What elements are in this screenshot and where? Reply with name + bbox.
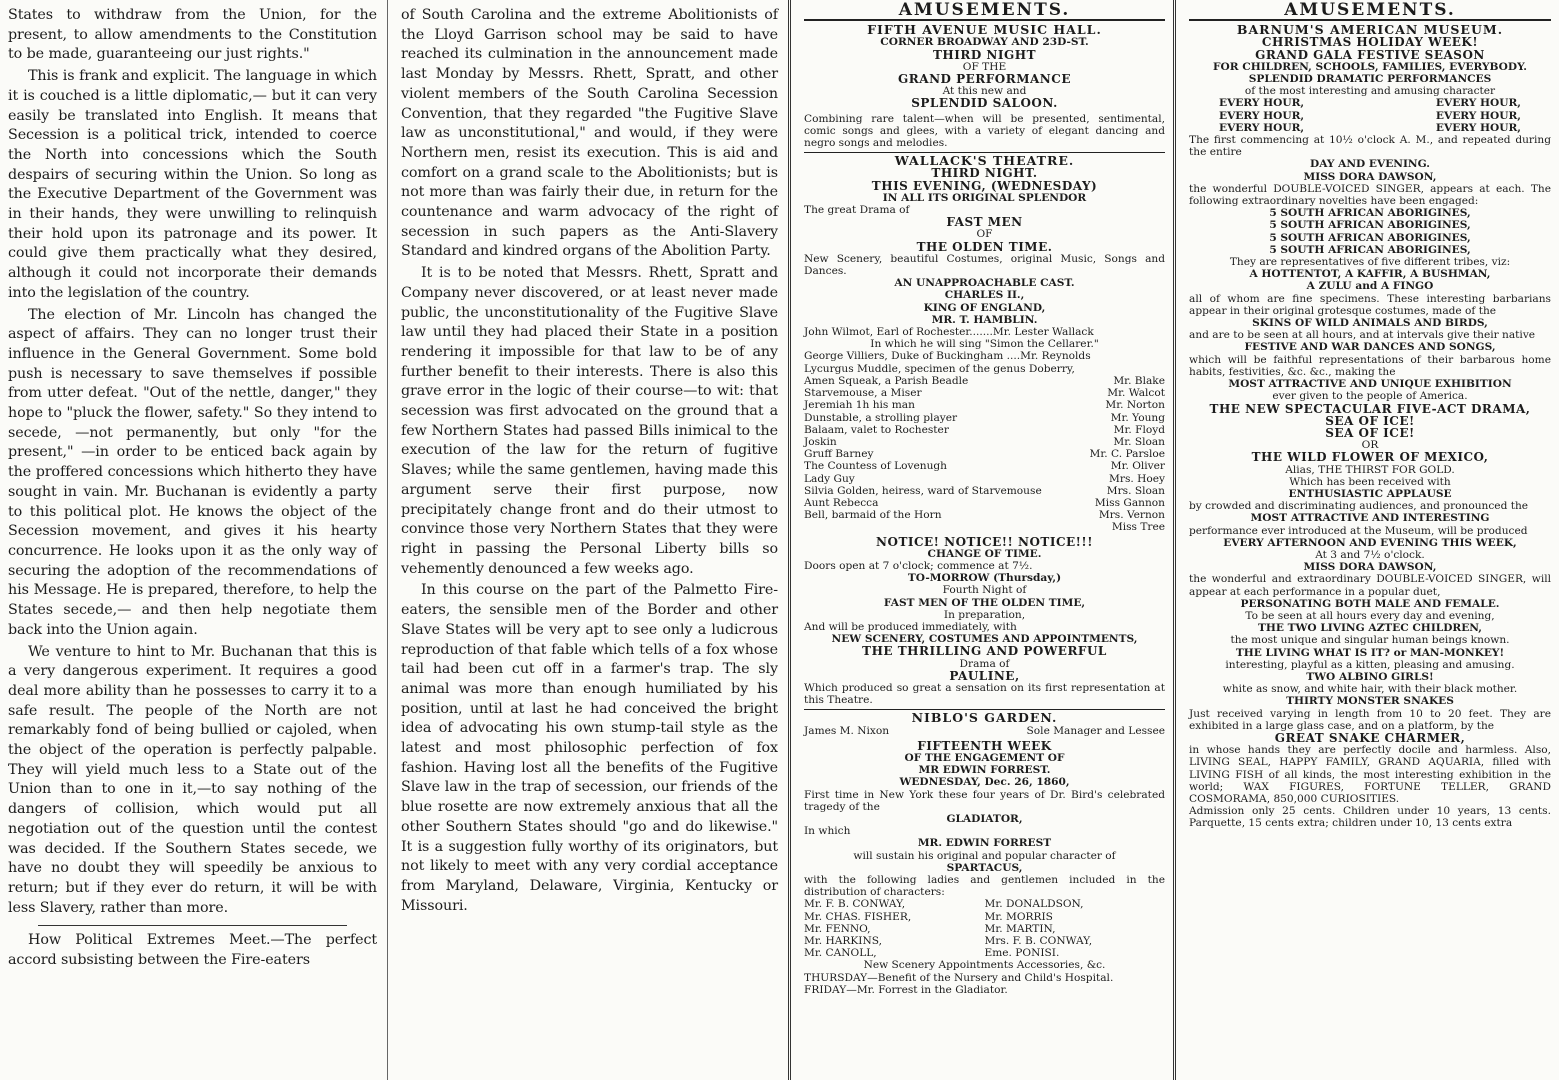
- ad-line: Doors open at 7 o'clock; commence at 7½.: [804, 559, 1033, 572]
- manager-role: Sole Manager and Lessee: [1026, 724, 1165, 737]
- ad-line: At this new and: [942, 85, 1027, 98]
- ad-line: FOR CHILDREN, SCHOOLS, FAMILIES, EVERYBODY.: [1213, 60, 1527, 73]
- ad-line: CORNER BROADWAY AND 23D-ST.: [880, 36, 1089, 49]
- cast-actor: Mr. Floyd: [1113, 423, 1165, 436]
- ad-line: white as snow, and white hair, with their black mother.: [1222, 683, 1518, 696]
- cast-row: [804, 485, 1165, 497]
- cast-actor: Mr. Sloan: [1113, 435, 1165, 448]
- ad-line: Which produced so great a sensation on its first representation at this Theatre.: [804, 681, 1165, 707]
- ad-line: Which has been received with: [1289, 475, 1451, 488]
- editorial-column-2: [389, 0, 791, 1080]
- cast-role: Bell, barmaid of the Horn: [804, 509, 942, 522]
- paragraph: This is frank and explicit. The language in which it is couched is a little diplomatic,— but it can very easily be translated into English. It means that Secession is a political trick, intended to coerce the North into concessions which the South despairs of securing within the Union. So long as the Executive Department of the Government was in their hands, they were unwilling to relinquish their hold upon its patronage and its power. It could give them practically what they desired, although it could not incorporate their demands into the legislation of the country.: [8, 68, 377, 301]
- cast-role: Joskin: [804, 435, 837, 448]
- cast-row: [804, 521, 1165, 533]
- cast-name: Mr. DONALDSON,: [984, 898, 1084, 911]
- cast-actor: Miss Tree: [1111, 521, 1165, 534]
- cast-actor: Mr. Oliver: [1110, 460, 1165, 473]
- ad-line: FIFTEENTH WEEK: [917, 738, 1052, 753]
- cast-role: Silvia Golden, heiress, ward of Starvemouse: [804, 484, 1042, 497]
- amusements-column-2: [1179, 0, 1559, 1080]
- hour-label: EVERY HOUR,: [1435, 121, 1521, 134]
- paragraph: We venture to hint to Mr. Buchanan that this is a very dangerous experiment. It requires a good deal more ability than he possesses to carry it to a safe result. The people of the North are not remarkably fond of being bullied or cajoled, when the object of the operation is perfectly palpable. They will yield much less to a State out of the Union than to one in it,—to say nothing of the dangers of collision, which would put all negotiation out of the question until the contest was decided. If the Southern States secede, we have no doubt they will speedily be anxious to return; but if they ever do return, it will be with less Slavery, rather than more.: [8, 643, 377, 916]
- cast-actor: Mr. Walcot: [1107, 387, 1165, 400]
- ad-line: The great Drama of: [804, 204, 910, 217]
- ad-line: all of whom are fine specimens. These interesting barbarians appear in their original grotesque costumes, made of the: [1189, 292, 1551, 317]
- ad-line: Just received varying in length from 10 to 20 feet. They are exhibited in a large glass case, and on a platform, by the: [1189, 707, 1551, 732]
- ad-line: WEDNESDAY, Dec. 26, 1860,: [899, 776, 1070, 789]
- ad-line: by crowded and discriminating audiences, and pronounced the: [1189, 500, 1529, 513]
- ad-line: MOST ATTRACTIVE AND INTERESTING: [1250, 512, 1490, 525]
- ad-line: 5 SOUTH AFRICAN ABORIGINES,: [1269, 219, 1471, 232]
- section-heading: AMUSEMENTS.: [1189, 4, 1551, 21]
- ad-line: In which: [804, 825, 851, 838]
- venue-title: NIBLO'S GARDEN.: [911, 710, 1058, 726]
- ad-line: A ZULU and A FINGO: [1306, 280, 1434, 293]
- ad-line: CHARLES II.,: [944, 289, 1025, 302]
- hour-label: EVERY HOUR,: [1435, 109, 1521, 122]
- editorial-column-1: [0, 0, 388, 1080]
- cast-role: Starvemouse, a Miser: [804, 387, 922, 400]
- ad-line: SEA OF ICE!: [1325, 425, 1415, 440]
- cast-role: Jeremiah 1h his man: [804, 399, 915, 412]
- ad-line: NEW SCENERY, COSTUMES AND APPOINTMENTS,: [831, 633, 1138, 646]
- cast-actor: Mrs. Vernon: [1098, 509, 1165, 522]
- cast-row: [804, 387, 1165, 399]
- ad-line: the wonderful DOUBLE-VOICED SINGER, appears at each. The following extraordinary novelties have been engaged:: [1189, 182, 1551, 208]
- cast-actor: Miss Gannon: [1094, 496, 1165, 509]
- ad-line: MR. EDWIN FORREST: [917, 837, 1052, 850]
- section-divider: [38, 925, 347, 926]
- cast-row: [804, 424, 1165, 436]
- hour-row: [1189, 110, 1551, 122]
- cast-role: Aunt Rebecca: [804, 496, 879, 509]
- hour-label: EVERY HOUR,: [1219, 121, 1305, 134]
- ad-line: which will be faithful representations of their barbarous home habits, festivities, &c. &c., making the: [1189, 353, 1551, 378]
- hour-row: [1189, 97, 1551, 109]
- ad-line: in whose hands they are perfectly docile and harmless. Also, LIVING SEAL, HAPPY FAMILY, GRAND AQUARIA, filled with LIVING FISH of all kinds, the most interesting exhibition in the world; WAX FIGURES, FORTUNE TELLER, GRAND COSMORAMA, 850,000 CURIOSITIES.: [1189, 744, 1551, 805]
- ad-line: SPLENDID DRAMATIC PERFORMANCES: [1248, 73, 1492, 86]
- ad-line: Fourth Night of: [942, 584, 1027, 597]
- cast-role: Balaam, valet to Rochester: [804, 423, 949, 436]
- ad-line: A HOTTENTOT, A KAFFIR, A BUSHMAN,: [1249, 268, 1491, 281]
- paragraph: of South Carolina and the extreme Abolitionists of the Lloyd Garrison school may be said to have reached its culmination in the announcement made last Monday by Messrs. Rhett, Spratt, and other violent members of the South Carolina Secession Convention, that they regarded "the Fugitive Slave law as unconstitutional," and would, if they were Northern men, resist its execution. This is aid and comfort on a grand scale to the Abolitionists; but is not more than was fairly their due, in return for the countenance and warm advocacy of the right of secession in such papers as the Anti-Slavery Standard and kindred organs of the Abolition Party.: [401, 7, 778, 260]
- cast-grid: [804, 898, 1165, 959]
- cast-name: Mr. F. B. CONWAY,: [804, 898, 906, 911]
- ad-line: THE NEW SPECTACULAR FIVE-ACT DRAMA,: [1209, 401, 1531, 416]
- ad-text: Combining rare talent—when will be presented, sentimental, comic songs and glees, with a variety of elegant dancing and negro songs and melodies.: [804, 112, 1165, 150]
- ad-line: GREAT SNAKE CHARMER,: [1274, 730, 1466, 745]
- ad-line: 5 SOUTH AFRICAN ABORIGINES,: [1269, 231, 1471, 244]
- ad-line: THIRTY MONSTER SNAKES: [1286, 695, 1454, 708]
- cast-name: Mr. MORRIS: [984, 910, 1053, 923]
- ad-line: OR: [1361, 439, 1379, 452]
- ad-line: MR. T. HAMBLIN.: [931, 313, 1038, 326]
- ad-line: FAST MEN: [946, 215, 1023, 230]
- ad-line: ever given to the people of America.: [1272, 390, 1468, 403]
- ad-line: DAY AND EVENING.: [1310, 158, 1430, 171]
- ad-line: CHANGE OF TIME.: [927, 547, 1042, 560]
- cast-row: [804, 436, 1165, 448]
- ad-line: THE OLDEN TIME.: [916, 239, 1053, 254]
- cast-actor: Mr. Young: [1110, 411, 1165, 424]
- hour-row: [1189, 122, 1551, 134]
- cast-actor: Mrs. Sloan: [1106, 484, 1165, 497]
- ad-line: MISS DORA DAWSON,: [1303, 561, 1437, 574]
- ad-line: 5 SOUTH AFRICAN ABORIGINES,: [1269, 207, 1471, 220]
- ad-line: THIS EVENING, (WEDNESDAY): [871, 178, 1098, 193]
- cast-line: George Villiers, Duke of Buckingham ....Mr. Reynolds: [804, 350, 1091, 363]
- ad-line: They are representatives of five different tribes, viz:: [1229, 256, 1511, 269]
- ad-line: MR EDWIN FORREST.: [918, 764, 1051, 777]
- ad-line: OF: [976, 228, 993, 241]
- ad-line: OF THE: [962, 60, 1007, 73]
- ad-line: and are to be seen at all hours, and at intervals give their native: [1189, 329, 1536, 342]
- ad-line: And will be produced immediately, with: [804, 620, 1017, 633]
- cast-name: Mr. HARKINS,: [804, 935, 882, 948]
- ad-wallacks-theatre: [804, 155, 1165, 706]
- cast-line: Lycurgus Muddle, specimen of the genus Doberry,: [804, 362, 1075, 375]
- cast-name: Mr. MARTIN,: [984, 922, 1056, 935]
- cast-role: Gruff Barney: [804, 448, 874, 461]
- ad-line: THE LIVING WHAT IS IT? or MAN-MONKEY!: [1235, 646, 1505, 659]
- cast-row: [804, 460, 1165, 472]
- ad-line: GRAND GALA FESTIVE SEASON: [1255, 47, 1485, 62]
- ad-line: THE THRILLING AND POWERFUL: [862, 644, 1107, 659]
- venue-title: FIFTH AVENUE MUSIC HALL.: [867, 22, 1102, 38]
- manager-name: James M. Nixon: [804, 724, 890, 737]
- ad-line: SPLENDID SALOON.: [911, 96, 1058, 111]
- cast-name: Mr. CANOLL,: [804, 947, 877, 960]
- paragraph: How Political Extremes Meet.—The perfect accord subsisting between the Fire-eaters: [8, 932, 377, 969]
- ad-line: New Scenery Appointments Accessories, &c.: [863, 959, 1106, 972]
- ad-line: ENTHUSIASTIC APPLAUSE: [1288, 487, 1452, 500]
- ad-line: AN UNAPPROACHABLE CAST.: [894, 277, 1075, 290]
- ad-line: CHRISTMAS HOLIDAY WEEK!: [1261, 35, 1479, 50]
- cast-row: [804, 375, 1165, 387]
- ad-line: Drama of: [959, 657, 1010, 670]
- ad-line: the wonderful and extraordinary DOUBLE-VOICED SINGER, will appear at each performance in a popular duet,: [1189, 573, 1551, 598]
- ad-line: SKINS OF WILD ANIMALS AND BIRDS,: [1252, 317, 1488, 330]
- hour-label: EVERY HOUR,: [1219, 97, 1305, 110]
- ad-line: OF THE ENGAGEMENT OF: [904, 751, 1065, 764]
- ad-line: the most unique and singular human beings known.: [1230, 634, 1510, 647]
- ad-line: THE TWO LIVING AZTEC CHILDREN,: [1258, 622, 1482, 635]
- ad-fifth-avenue-music-hall: [804, 24, 1165, 149]
- cast-role: Lady Guy: [804, 472, 855, 485]
- ad-line: interesting, playful as a kitten, pleasing and amusing.: [1225, 658, 1515, 671]
- ad-line: NOTICE! NOTICE!! NOTICE!!!: [876, 534, 1093, 549]
- paragraph: States to withdraw from the Union, for the present, to allow amendments to the Constitution to be made, guaranteeing our just rights.": [8, 7, 377, 63]
- cast-row: [804, 497, 1165, 509]
- cast-role: Dunstable, a strolling player: [804, 411, 958, 424]
- ad-line: THIRD NIGHT: [932, 47, 1037, 62]
- ad-line: New Scenery, beautiful Costumes, original Music, Songs and Dances.: [804, 252, 1165, 278]
- cast-list: [804, 375, 1165, 534]
- ad-line: GRAND PERFORMANCE: [898, 72, 1071, 87]
- ad-line: EVERY AFTERNOON AND EVENING THIS WEEK,: [1223, 536, 1517, 549]
- ad-line: will sustain his original and popular character of: [853, 849, 1116, 862]
- ad-line: The first commencing at 10½ o'clock A. M., and repeated during the entire: [1189, 134, 1551, 159]
- ad-line: FAST MEN OF THE OLDEN TIME,: [883, 596, 1086, 609]
- paragraph: It is to be noted that Messrs. Rhett, Spratt and Company never discovered, or at least never made public, the unconstitutionality of the Fugitive Slave law until they had placed their State in a position rendering it impossible for that law to be of any further benefit to their interests. There is also this grave error in the logic of their course—to wit: that secession was first advocated on the ground that a few Northern States had passed Bills inimical to the execution of the law for the return of fugitive Slaves; while the same gentlemen, having made this argument serve their first purpose, now precipitately change front and do their utmost to convince those very Northern States that they were right in passing the Personal Liberty bills so vehemently denounced a few weeks ago.: [401, 265, 778, 577]
- cast-actor: Mrs. Hoey: [1109, 472, 1165, 485]
- ad-line: MISS DORA DAWSON,: [1303, 170, 1437, 183]
- ad-line: THE WILD FLOWER OF MEXICO,: [1251, 450, 1489, 465]
- ad-line: Admission only 25 cents. Children under 10 years, 13 cents. Parquette, 15 cents extra; children under 10, 13 cents extra: [1189, 805, 1551, 830]
- cast-row: [804, 412, 1165, 424]
- paragraph: The election of Mr. Lincoln has changed the aspect of affairs. They can no longer trust their influence in the General Government. Some bold push is necessary to save themselves if possible from utter defeat. "Out of the nettle, danger," they hope to "pluck the flower, safety." So they intend to secede, —not permanently, but only "for the present," —in order to be enticed back again by the proffered concessions which hitherto they have sought in vain. Mr. Buchanan is evidently a party to this political plot. He knows the object of the Secession movement, and gives it his hearty concurrence. He looks upon it as the only way of securing the adoption of the recommendations of his Message. He is prepared, therefore, to help the States secede,— and then help negotiate them back into the Union again.: [8, 306, 377, 638]
- hour-label: EVERY HOUR,: [1435, 97, 1521, 110]
- venue-title: BARNUM'S AMERICAN MUSEUM.: [1236, 22, 1504, 38]
- ad-line: performance ever introduced at the Museum, will be produced: [1189, 524, 1528, 537]
- ad-line: THIRD NIGHT.: [931, 166, 1038, 181]
- amusements-column-1: [794, 0, 1176, 1080]
- cast-column-right: [985, 898, 1166, 959]
- cast-actor: Mr. Norton: [1105, 399, 1165, 412]
- ad-line: KING OF ENGLAND,: [923, 301, 1046, 314]
- ad-line: IN ALL ITS ORIGINAL SPLENDOR: [882, 191, 1087, 204]
- ad-line: FESTIVE AND WAR DANCES AND SONGS,: [1244, 341, 1496, 354]
- ad-line: MOST ATTRACTIVE AND UNIQUE EXHIBITION: [1228, 378, 1512, 391]
- ad-line: GLADIATOR,: [946, 813, 1023, 825]
- cast-row: [804, 448, 1165, 460]
- cast-column-left: [804, 898, 985, 959]
- section-heading: AMUSEMENTS.: [804, 4, 1165, 21]
- ad-line: In preparation,: [943, 608, 1026, 621]
- cast-name: Eme. PONISI.: [984, 947, 1060, 960]
- ad-line: TWO ALBINO GIRLS!: [1306, 670, 1434, 683]
- ad-line: SPARTACUS,: [946, 861, 1023, 874]
- ad-line: At 3 and 7½ o'clock.: [1315, 548, 1425, 561]
- cast-role: Amen Squeak, a Parish Beadle: [804, 374, 969, 387]
- ad-line: PERSONATING BOTH MALE AND FEMALE.: [1240, 597, 1500, 610]
- venue-title: WALLACK'S THEATRE.: [894, 153, 1075, 169]
- ad-line: SEA OF ICE!: [1325, 413, 1415, 428]
- cast-row: [804, 473, 1165, 485]
- ad-line: TO-MORROW (Thursday,): [907, 572, 1062, 585]
- cast-row: [804, 399, 1165, 411]
- cast-line: John Wilmot, Earl of Rochester.......Mr. Lester Wallack: [804, 326, 1094, 339]
- ad-line: First time in New York these four years of Dr. Bird's celebrated tragedy of the: [804, 788, 1165, 813]
- ad-line: PAULINE,: [949, 668, 1020, 683]
- manager-line: [804, 725, 1165, 737]
- cast-actor: Mr. Blake: [1113, 374, 1165, 387]
- cast-name: Mr. FENNO,: [804, 922, 871, 935]
- cast-actor: Mr. C. Parsloe: [1089, 448, 1165, 461]
- paragraph: In this course on the part of the Palmetto Fire-eaters, the sensible men of the Border and other Slave States will be very apt to see only a ludicrous reproduction of that fable which tells of a fox whose tail had been cut off in a farmer's trap. The sly animal was more than enough humiliated by his position, until at last he had conceived the bright idea of advocating his own stump-tail style as the latest and most philosophic perfection of fox fashion. Having lost all the benefits of the Fugitive Slave law in the trap of secession, our friends of the blue rosette are now extremely anxious that all the other Southern States should "go and do likewise." It is a suggestion fully worthy of its originators, but not likely to meet with any very cordial acceptance from Maryland, Delaware, Virginia, Kentucky or Missouri.: [401, 582, 778, 914]
- ad-line: of the most interesting and amusing character: [1244, 85, 1496, 98]
- hour-label: EVERY HOUR,: [1219, 109, 1305, 122]
- cast-name: Mr. CHAS. FISHER,: [804, 910, 912, 923]
- ad-niblos-garden: [804, 712, 1165, 996]
- cast-row: [804, 509, 1165, 521]
- cast-name: Mrs. F. B. CONWAY,: [984, 935, 1093, 948]
- ad-line: THURSDAY—Benefit of the Nursery and Child's Hospital.: [804, 971, 1114, 984]
- cast-role: The Countess of Lovenugh: [804, 460, 948, 473]
- cast-line: In which he will sing "Simon the Cellarer.": [870, 338, 1099, 351]
- ad-line: Alias, THE THIRST FOR GOLD.: [1285, 463, 1455, 476]
- ad-line: FRIDAY—Mr. Forrest in the Gladiator.: [804, 983, 1008, 996]
- ad-line: To be seen at all hours every day and evening,: [1245, 609, 1495, 622]
- ad-line: with the following ladies and gentlemen included in the distribution of characters:: [804, 874, 1165, 899]
- ad-line: 5 SOUTH AFRICAN ABORIGINES,: [1269, 243, 1471, 256]
